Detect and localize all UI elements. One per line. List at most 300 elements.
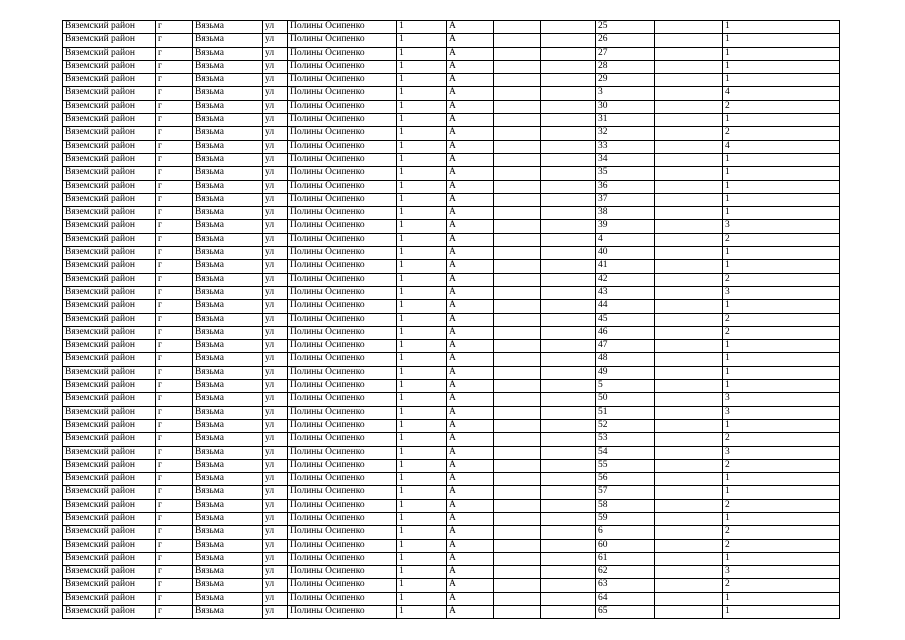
cell-letter: А [447,220,494,233]
cell-street-type: ул [263,180,288,193]
cell-apartment: 40 [596,247,655,260]
cell-count: 1 [723,180,840,193]
cell-settlement-type: г [156,366,193,379]
cell-letter: А [447,180,494,193]
cell-street-type: ул [263,286,288,299]
cell-street-type: ул [263,366,288,379]
cell-structure [541,167,596,180]
cell-house: 1 [397,353,447,366]
cell-street-type: ул [263,566,288,579]
cell-apartment: 60 [596,539,655,552]
cell-apartment: 35 [596,167,655,180]
cell-city: Вязьма [193,247,263,260]
cell-count: 1 [723,153,840,166]
cell-settlement-type: г [156,606,193,619]
cell-structure [541,566,596,579]
cell-extra [655,446,723,459]
cell-house: 1 [397,220,447,233]
table-row [63,326,840,339]
cell-street: Полины Осипенко [288,606,397,619]
cell-settlement-type: г [156,326,193,339]
cell-structure [541,579,596,592]
cell-street-type: ул [263,100,288,113]
cell-street: Полины Осипенко [288,473,397,486]
cell-extra [655,60,723,73]
cell-count: 1 [723,47,840,60]
cell-extra [655,47,723,60]
cell-settlement-type: г [156,340,193,353]
cell-settlement-type: г [156,300,193,313]
cell-district: Вяземский район [63,353,156,366]
cell-count: 3 [723,393,840,406]
cell-house: 1 [397,87,447,100]
cell-district: Вяземский район [63,47,156,60]
table-row [63,233,840,246]
cell-district: Вяземский район [63,459,156,472]
cell-district: Вяземский район [63,526,156,539]
cell-street-type: ул [263,300,288,313]
cell-apartment: 4 [596,233,655,246]
cell-city: Вязьма [193,340,263,353]
cell-extra [655,406,723,419]
cell-apartment: 26 [596,34,655,47]
cell-district: Вяземский район [63,247,156,260]
cell-street-type: ул [263,552,288,565]
cell-street-type: ул [263,539,288,552]
cell-settlement-type: г [156,419,193,432]
cell-count: 1 [723,74,840,87]
table-row [63,100,840,113]
cell-building [494,512,541,525]
cell-district: Вяземский район [63,539,156,552]
cell-apartment: 59 [596,512,655,525]
cell-district: Вяземский район [63,406,156,419]
cell-settlement-type: г [156,247,193,260]
cell-extra [655,473,723,486]
cell-extra [655,313,723,326]
cell-street: Полины Осипенко [288,180,397,193]
cell-city: Вязьма [193,207,263,220]
cell-house: 1 [397,526,447,539]
cell-count: 2 [723,499,840,512]
cell-letter: А [447,340,494,353]
cell-street-type: ул [263,34,288,47]
cell-city: Вязьма [193,353,263,366]
cell-street: Полины Осипенко [288,21,397,34]
cell-count: 1 [723,21,840,34]
cell-district: Вяземский район [63,100,156,113]
cell-apartment: 53 [596,433,655,446]
cell-letter: А [447,366,494,379]
cell-district: Вяземский район [63,606,156,619]
cell-count: 1 [723,606,840,619]
cell-apartment: 36 [596,180,655,193]
cell-settlement-type: г [156,193,193,206]
cell-building [494,433,541,446]
cell-house: 1 [397,114,447,127]
table-row [63,140,840,153]
cell-structure [541,366,596,379]
cell-count: 2 [723,313,840,326]
cell-letter: А [447,247,494,260]
cell-settlement-type: г [156,47,193,60]
cell-structure [541,300,596,313]
cell-district: Вяземский район [63,180,156,193]
cell-street-type: ул [263,233,288,246]
cell-letter: А [447,100,494,113]
cell-structure [541,473,596,486]
cell-street-type: ул [263,433,288,446]
cell-extra [655,180,723,193]
cell-city: Вязьма [193,326,263,339]
cell-count: 1 [723,552,840,565]
cell-letter: А [447,273,494,286]
cell-city: Вязьма [193,127,263,140]
cell-building [494,247,541,260]
cell-structure [541,433,596,446]
cell-district: Вяземский район [63,140,156,153]
cell-count: 1 [723,34,840,47]
cell-count: 1 [723,114,840,127]
cell-street-type: ул [263,140,288,153]
cell-structure [541,74,596,87]
cell-extra [655,127,723,140]
table-row [63,47,840,60]
cell-building [494,326,541,339]
cell-count: 3 [723,446,840,459]
cell-district: Вяземский район [63,207,156,220]
cell-extra [655,247,723,260]
cell-house: 1 [397,406,447,419]
cell-district: Вяземский район [63,446,156,459]
cell-count: 2 [723,100,840,113]
cell-city: Вязьма [193,499,263,512]
cell-settlement-type: г [156,393,193,406]
cell-extra [655,512,723,525]
cell-street: Полины Осипенко [288,34,397,47]
cell-structure [541,286,596,299]
cell-house: 1 [397,34,447,47]
cell-street-type: ул [263,114,288,127]
cell-street: Полины Осипенко [288,552,397,565]
cell-district: Вяземский район [63,114,156,127]
cell-city: Вязьма [193,74,263,87]
cell-structure [541,273,596,286]
cell-city: Вязьма [193,512,263,525]
cell-building [494,34,541,47]
cell-apartment: 49 [596,366,655,379]
cell-settlement-type: г [156,446,193,459]
cell-extra [655,340,723,353]
cell-structure [541,552,596,565]
cell-settlement-type: г [156,167,193,180]
cell-building [494,60,541,73]
cell-street-type: ул [263,313,288,326]
cell-extra [655,300,723,313]
cell-city: Вязьма [193,486,263,499]
cell-apartment: 63 [596,579,655,592]
cell-structure [541,512,596,525]
cell-street: Полины Осипенко [288,193,397,206]
cell-structure [541,153,596,166]
cell-house: 1 [397,167,447,180]
cell-extra [655,260,723,273]
cell-settlement-type: г [156,21,193,34]
table-row [63,34,840,47]
address-sheet [62,20,839,619]
cell-street-type: ул [263,87,288,100]
table-row [63,60,840,73]
cell-settlement-type: г [156,260,193,273]
cell-house: 1 [397,100,447,113]
table-row [63,207,840,220]
cell-building [494,167,541,180]
cell-district: Вяземский район [63,34,156,47]
table-row [63,180,840,193]
cell-extra [655,366,723,379]
cell-street-type: ул [263,459,288,472]
table-row [63,499,840,512]
cell-letter: А [447,579,494,592]
table-body [63,21,840,619]
cell-district: Вяземский район [63,326,156,339]
cell-count: 2 [723,233,840,246]
cell-count: 1 [723,592,840,605]
cell-apartment: 41 [596,260,655,273]
cell-letter: А [447,313,494,326]
table-row [63,21,840,34]
cell-street-type: ул [263,207,288,220]
table-row [63,353,840,366]
cell-structure [541,193,596,206]
cell-structure [541,340,596,353]
cell-street-type: ул [263,47,288,60]
cell-district: Вяземский район [63,566,156,579]
cell-building [494,552,541,565]
cell-settlement-type: г [156,380,193,393]
cell-street-type: ул [263,153,288,166]
cell-extra [655,21,723,34]
cell-extra [655,220,723,233]
cell-house: 1 [397,140,447,153]
cell-street-type: ул [263,419,288,432]
cell-street: Полины Осипенко [288,406,397,419]
cell-building [494,74,541,87]
cell-extra [655,380,723,393]
cell-letter: А [447,87,494,100]
cell-district: Вяземский район [63,193,156,206]
cell-house: 1 [397,273,447,286]
cell-extra [655,233,723,246]
cell-district: Вяземский район [63,433,156,446]
cell-settlement-type: г [156,140,193,153]
cell-apartment: 37 [596,193,655,206]
cell-house: 1 [397,380,447,393]
cell-house: 1 [397,260,447,273]
cell-count: 1 [723,353,840,366]
cell-house: 1 [397,127,447,140]
cell-street: Полины Осипенко [288,526,397,539]
cell-district: Вяземский район [63,273,156,286]
table-row [63,300,840,313]
cell-city: Вязьма [193,60,263,73]
cell-count: 1 [723,473,840,486]
table-row [63,592,840,605]
table-row [63,552,840,565]
cell-letter: А [447,473,494,486]
cell-letter: А [447,21,494,34]
table-row [63,260,840,273]
cell-street: Полины Осипенко [288,273,397,286]
cell-street: Полины Осипенко [288,512,397,525]
cell-apartment: 34 [596,153,655,166]
cell-count: 1 [723,419,840,432]
cell-city: Вязьма [193,473,263,486]
cell-building [494,153,541,166]
cell-building [494,273,541,286]
cell-district: Вяземский район [63,300,156,313]
table-row [63,473,840,486]
cell-street-type: ул [263,473,288,486]
cell-building [494,446,541,459]
table-row [63,114,840,127]
cell-house: 1 [397,433,447,446]
cell-house: 1 [397,313,447,326]
cell-letter: А [447,326,494,339]
table-row [63,566,840,579]
cell-street: Полины Осипенко [288,579,397,592]
cell-apartment: 51 [596,406,655,419]
cell-street: Полины Осипенко [288,433,397,446]
table-row [63,526,840,539]
cell-count: 3 [723,220,840,233]
cell-city: Вязьма [193,592,263,605]
cell-district: Вяземский район [63,220,156,233]
cell-city: Вязьма [193,233,263,246]
table-row [63,340,840,353]
cell-letter: А [447,393,494,406]
cell-letter: А [447,406,494,419]
cell-district: Вяземский район [63,74,156,87]
cell-city: Вязьма [193,459,263,472]
cell-district: Вяземский район [63,579,156,592]
cell-structure [541,21,596,34]
cell-city: Вязьма [193,446,263,459]
cell-city: Вязьма [193,34,263,47]
cell-structure [541,380,596,393]
cell-apartment: 46 [596,326,655,339]
cell-city: Вязьма [193,87,263,100]
cell-building [494,140,541,153]
cell-house: 1 [397,606,447,619]
cell-structure [541,180,596,193]
cell-street: Полины Осипенко [288,419,397,432]
cell-letter: А [447,167,494,180]
cell-district: Вяземский район [63,167,156,180]
cell-district: Вяземский район [63,233,156,246]
cell-house: 1 [397,366,447,379]
cell-apartment: 27 [596,47,655,60]
cell-letter: А [447,300,494,313]
table-row [63,579,840,592]
cell-street: Полины Осипенко [288,167,397,180]
cell-city: Вязьма [193,380,263,393]
cell-letter: А [447,353,494,366]
cell-city: Вязьма [193,153,263,166]
cell-structure [541,233,596,246]
cell-house: 1 [397,446,447,459]
cell-house: 1 [397,21,447,34]
cell-extra [655,433,723,446]
cell-house: 1 [397,579,447,592]
cell-structure [541,446,596,459]
cell-house: 1 [397,486,447,499]
cell-letter: А [447,419,494,432]
cell-district: Вяземский район [63,380,156,393]
cell-house: 1 [397,153,447,166]
cell-structure [541,459,596,472]
cell-letter: А [447,446,494,459]
cell-house: 1 [397,393,447,406]
cell-apartment: 55 [596,459,655,472]
cell-structure [541,127,596,140]
cell-structure [541,114,596,127]
cell-letter: А [447,260,494,273]
table-row [63,606,840,619]
cell-extra [655,286,723,299]
cell-extra [655,486,723,499]
cell-house: 1 [397,419,447,432]
cell-apartment: 6 [596,526,655,539]
cell-structure [541,326,596,339]
cell-street-type: ул [263,273,288,286]
table-row [63,366,840,379]
cell-settlement-type: г [156,127,193,140]
cell-street: Полины Осипенко [288,366,397,379]
cell-street: Полины Осипенко [288,499,397,512]
cell-letter: А [447,140,494,153]
cell-structure [541,60,596,73]
cell-building [494,87,541,100]
cell-city: Вязьма [193,286,263,299]
cell-letter: А [447,552,494,565]
cell-building [494,114,541,127]
cell-street: Полины Осипенко [288,446,397,459]
cell-count: 2 [723,326,840,339]
table-row [63,406,840,419]
cell-district: Вяземский район [63,419,156,432]
table-row [63,380,840,393]
cell-street: Полины Осипенко [288,100,397,113]
cell-city: Вязьма [193,167,263,180]
address-table [62,20,840,619]
cell-settlement-type: г [156,220,193,233]
cell-street-type: ул [263,247,288,260]
cell-street-type: ул [263,486,288,499]
cell-street: Полины Осипенко [288,353,397,366]
table-row [63,153,840,166]
cell-street-type: ул [263,74,288,87]
cell-building [494,47,541,60]
cell-house: 1 [397,340,447,353]
cell-count: 2 [723,273,840,286]
cell-house: 1 [397,247,447,260]
cell-building [494,207,541,220]
cell-apartment: 38 [596,207,655,220]
cell-city: Вязьма [193,539,263,552]
cell-count: 1 [723,340,840,353]
cell-extra [655,566,723,579]
